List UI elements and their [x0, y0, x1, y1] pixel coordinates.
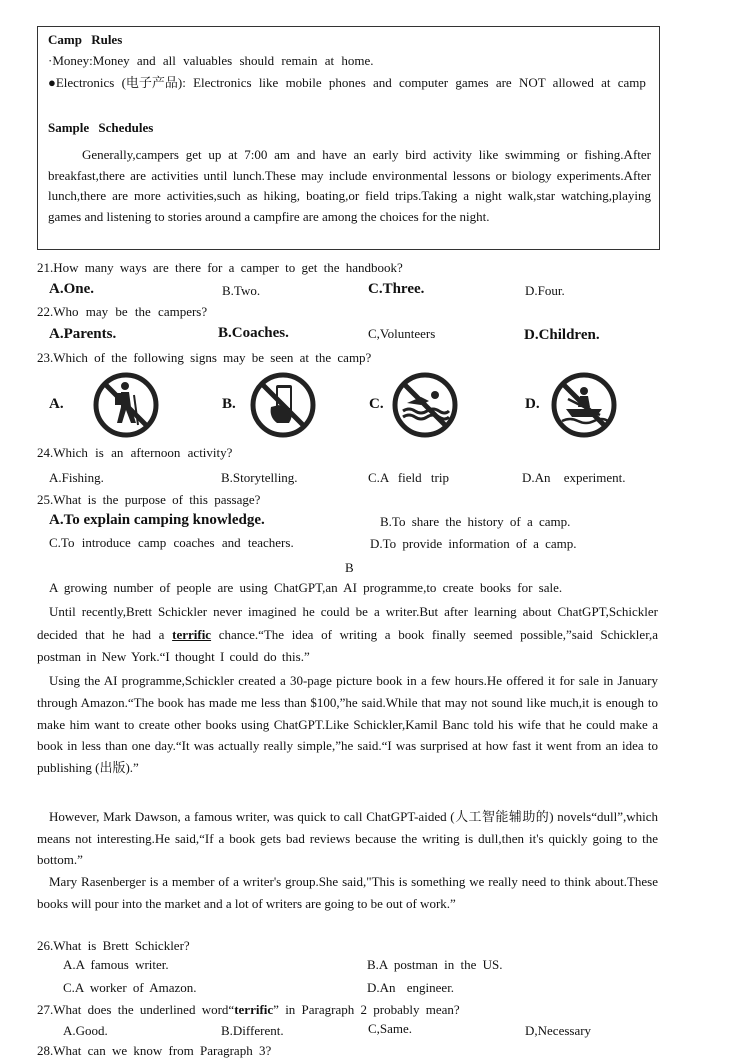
- q21-option-d: D.Four.: [525, 283, 565, 298]
- q21-option-c: C.Three.: [368, 281, 425, 297]
- q26-question: 26.What is Brett Schickler?: [37, 938, 190, 953]
- passage-paragraph-3: Using the AI programme,Schickler created a 30-page picture book in a few hours.He offered it for sale in January through Amazon.“The book has made me less than $100,”he said.While that may not sound like much,it is enough to make him want to create other books using ChatGPT.Like Schickler,Kamil Banc told his wife that he could make a book in less than one day.“It was actually really simple,”he said.“I was surprised at how fast it went from an idea to publishing (出版).”: [37, 673, 658, 776]
- q24-option-c: C.A field trip: [368, 470, 449, 485]
- passage-paragraph-1: A growing number of people are using ChatGPT,an AI programme,to create books for sale.: [49, 580, 563, 595]
- q26-option-c: C.A worker of Amazon.: [63, 980, 197, 995]
- no-swimming-icon: [391, 371, 459, 439]
- q27-question-start: 27.What does the underlined word“: [37, 1002, 235, 1017]
- q25-option-c: C.To introduce camp coaches and teachers.: [49, 535, 294, 550]
- q24-question: 24.Which is an afternoon activity?: [37, 445, 233, 460]
- q23-option-d: D.: [525, 396, 540, 412]
- rule-electronics: ●Electronics (电子产品): Electronics like mobile phones and computer games are NOT allowed at camp: [48, 75, 646, 90]
- q26-option-d: D.An engineer.: [367, 980, 455, 995]
- q23-option-a: A.: [49, 396, 64, 412]
- q25-option-b: B.To share the history of a camp.: [380, 514, 571, 529]
- passage-paragraph-2: [37, 601, 658, 669]
- p2-text-end: chance.“The idea of writing a book finally seemed possible,”said Schickler,a postman in New York.“I thought I could do this.”: [37, 626, 659, 664]
- q27-option-b: B.Different.: [221, 1023, 284, 1038]
- no-phone-icon: [249, 371, 317, 439]
- q22-option-a: A.Parents.: [49, 326, 117, 342]
- q27-question: [37, 1002, 460, 1018]
- camp-rules-title: Camp Rules: [48, 32, 123, 47]
- q27-question-end: ” in Paragraph 2 probably mean?: [273, 1002, 460, 1017]
- underlined-word-terrific: terrific: [172, 626, 212, 642]
- q28-question: 28.What can we know from Paragraph 3?: [37, 1043, 272, 1058]
- q23-option-b: B.: [222, 396, 236, 412]
- q22-option-b: B.Coaches.: [218, 325, 289, 341]
- q25-question: 25.What is the purpose of this passage?: [37, 492, 261, 507]
- q25-option-a: A.To explain camping knowledge.: [49, 512, 265, 528]
- q24-option-d: D.An experiment.: [522, 470, 626, 485]
- q24-option-a: A.Fishing.: [49, 470, 104, 485]
- rule-money: ·Money:Money and all valuables should remain at home.: [48, 53, 374, 68]
- q21-question: 21.How many ways are there for a camper to get the handbook?: [37, 260, 403, 275]
- sample-schedules-title: Sample Schedules: [48, 120, 154, 135]
- section-b-heading: B: [345, 560, 354, 575]
- q27-option-d: D,Necessary: [525, 1023, 592, 1038]
- q23-question: 23.Which of the following signs may be seen at the camp?: [37, 350, 372, 365]
- q26-option-b: B.A postman in the US.: [367, 957, 503, 972]
- q27-option-c: C,Same.: [368, 1021, 413, 1036]
- schedule-text: Generally,campers get up at 7:00 am and have an early bird activity like swimming or fishing.After breakfast,there are activities until lunch.These may include environmental lessons or biology experiments.After lunch,there are more activities,such as hiking, boating,or field trips.Taking a night walk,star watching,playing games and listening to stories around a campfire are among the choices for the night.: [48, 147, 651, 224]
- passage-paragraph-4: However, Mark Dawson, a famous writer, was quick to call ChatGPT-aided (人工智能辅助的) novels“dull”,which means not interesting.He said,“If a book gets bad reviews because the writing is dull,then it's quickly going to the bottom.”: [37, 809, 658, 867]
- no-boating-icon: [550, 371, 618, 439]
- q22-option-d: D.Children.: [524, 327, 600, 343]
- q23-option-c: C.: [369, 396, 384, 412]
- passage-paragraph-5: Mary Rasenberger is a member of a writer's group.She said,"This is something we really need to think about.These books will pour into the market and a lot of writers are going to be out of work.”: [37, 874, 658, 911]
- q27-word: terrific: [234, 1002, 274, 1017]
- q22-question: 22.Who may be the campers?: [37, 304, 208, 319]
- q25-option-d: D.To provide information of a camp.: [370, 536, 577, 551]
- q21-option-b: B.Two.: [222, 283, 261, 298]
- q22-option-c: C,Volunteers: [368, 326, 436, 341]
- q24-option-b: B.Storytelling.: [221, 470, 298, 485]
- q26-option-a: A.A famous writer.: [63, 957, 169, 972]
- q21-option-a: A.One.: [49, 281, 94, 297]
- p2-text-start: Until recently,Brett Schickler never imagined he could be a writer.But after learning about ChatGPT,Schickler decided that he had a: [37, 604, 658, 642]
- no-hiking-icon: [92, 371, 160, 439]
- q27-option-a: A.Good.: [63, 1023, 108, 1038]
